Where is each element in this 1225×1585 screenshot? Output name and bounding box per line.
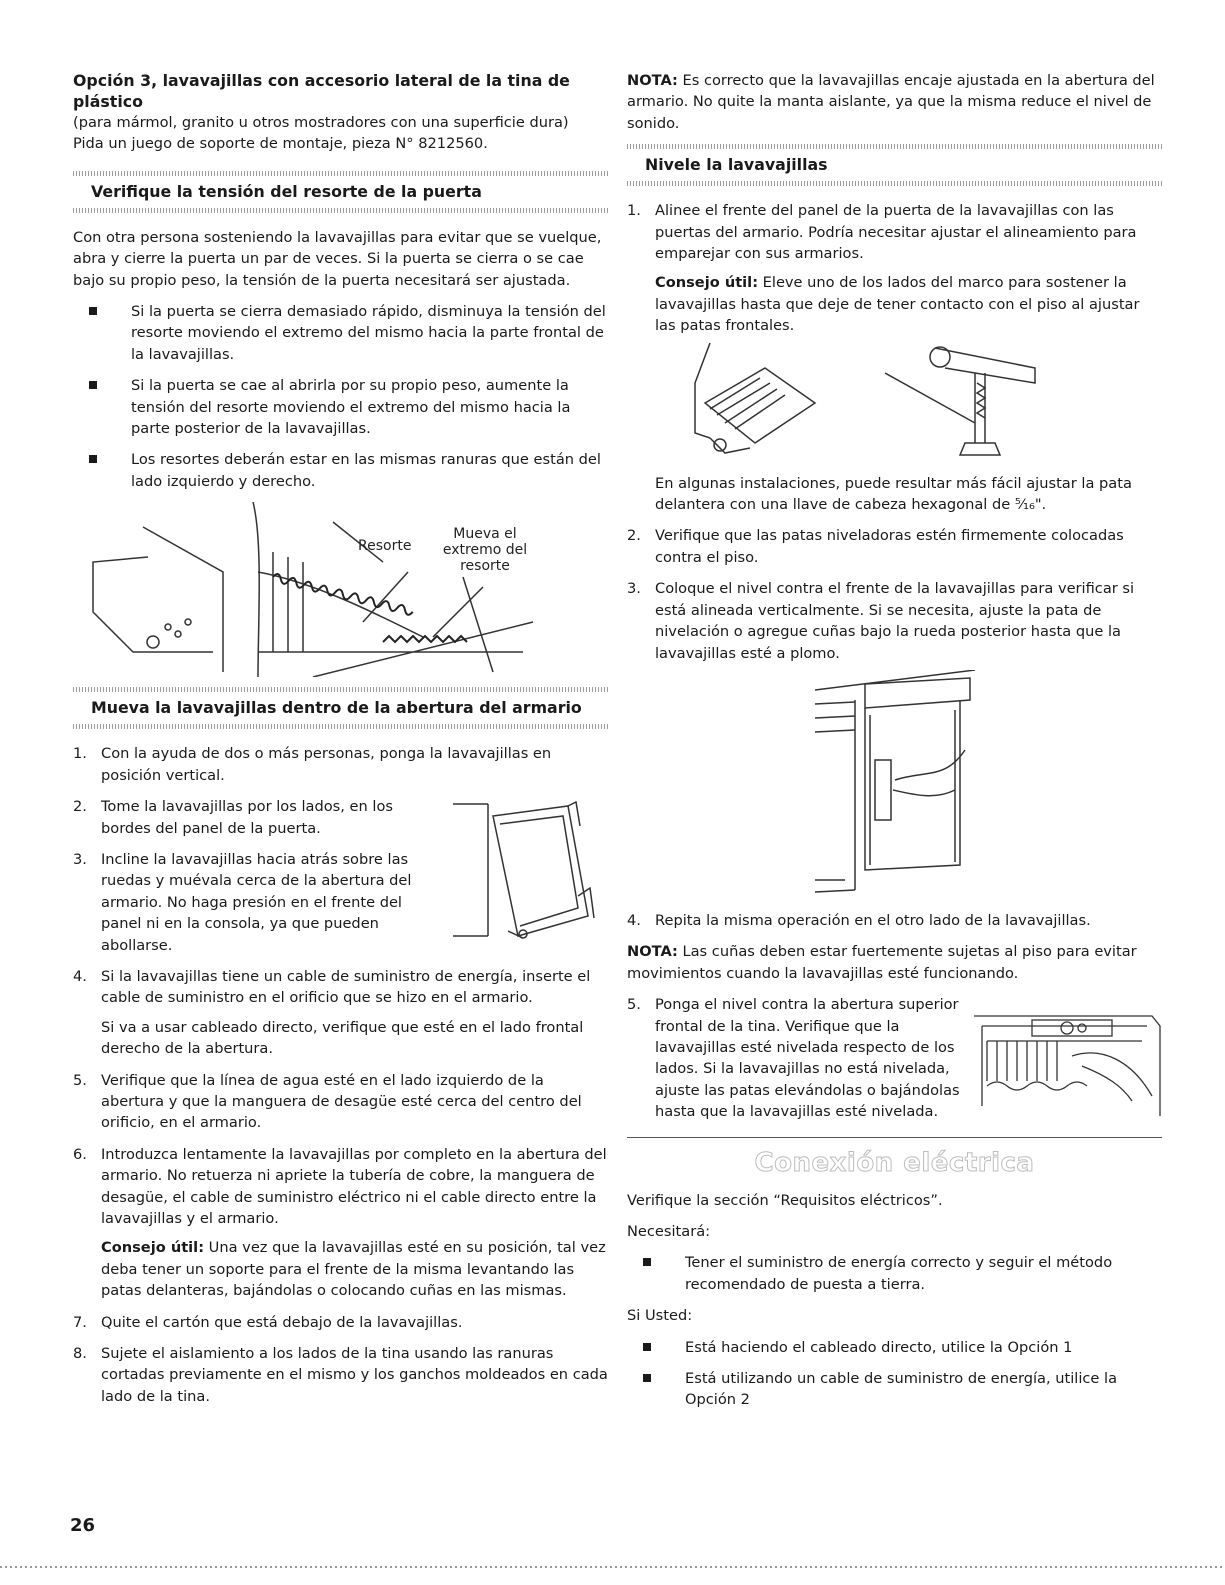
tip-text: Una vez que la lavavajillas esté en su posición, tal vez deba tener un soporte para el frente de la misma levantando las patas delanteras, bajándolas o colocando cuñas en las mismas. bbox=[101, 1239, 606, 1300]
level-section-header bbox=[627, 144, 1162, 186]
list-item: Está utilizando un cable de suministro de energía, utilice la Opción 2 bbox=[627, 1368, 1162, 1411]
list-item bbox=[73, 849, 608, 956]
note-label: NOTA: bbox=[627, 72, 678, 89]
list-item bbox=[627, 994, 1162, 1122]
step-text: Quite el cartón que está debajo de la lavavajillas. bbox=[101, 1313, 463, 1331]
electric-section-title: Conexión eléctrica bbox=[754, 1147, 1035, 1178]
tub-level-illustration bbox=[972, 1006, 1162, 1126]
list-item: Si la puerta se cierra demasiado rápido, disminuya la tensión del resorte moviendo el extremo del mismo hacia la parte frontal de la lavavajillas. bbox=[73, 301, 608, 365]
spring-illustration bbox=[73, 502, 573, 677]
fig-label-spring: Resorte bbox=[358, 538, 412, 555]
step-number: 3. bbox=[627, 580, 641, 598]
level-steps-cont bbox=[627, 994, 1162, 1122]
step-number: 2. bbox=[73, 798, 87, 816]
spring-bullets bbox=[73, 301, 608, 492]
bottom-border bbox=[0, 1566, 1225, 1568]
list-item bbox=[73, 796, 608, 839]
section-rule bbox=[627, 1137, 1162, 1138]
electric-check: Verifique la sección “Requisitos eléctricos”. bbox=[627, 1191, 943, 1209]
tip-label: Consejo útil: bbox=[101, 1239, 205, 1257]
step-text: Alinee el frente del panel de la puerta de la lavavajillas con las puertas del armario. Podría necesitar ajustar el alineamiento para emparejar con sus armarios. bbox=[655, 202, 1137, 263]
step-text: Ponga el nivel contra la abertura superior frontal de la tina. Verifique que la lavavajillas esté nivelada respecto de los lados. Si la lavavajillas no está nivelada, ajuste las patas elevándolas o bajándolas hasta que la lavavajillas esté nivelada. bbox=[655, 996, 960, 1121]
step-number: 8. bbox=[73, 1345, 87, 1363]
step-text: Repita la misma operación en el otro lado de la lavavajillas. bbox=[655, 911, 1091, 929]
hatch-divider bbox=[627, 181, 1162, 186]
list-item bbox=[73, 1312, 608, 1333]
tip-label: Consejo útil: bbox=[655, 274, 759, 292]
list-item: Está haciendo el cableado directo, utilice la Opción 1 bbox=[627, 1337, 1162, 1358]
list-item: Si la puerta se cae al abrirla por su propio peso, aumente la tensión del resorte moviendo el extremo del mismo hacia la parte posterior de la lavavajillas. bbox=[73, 375, 608, 439]
step-text: Sujete el aislamiento a los lados de la tina usando las ranuras cortadas previamente en el mismo y los ganchos moldeados en cada lado de la tina. bbox=[101, 1345, 608, 1405]
step-number: 4. bbox=[73, 967, 87, 985]
list-item bbox=[73, 1070, 608, 1134]
if-bullets bbox=[627, 1337, 1162, 1411]
step-text: Coloque el nivel contra el frente de la lavavajillas para verificar si está alineada verticalmente. Si se necesita, ajuste la pata de nivelación o agregue cuñas bajo la rueda posterior hasta que la lavavajillas esté a plomo. bbox=[655, 580, 1135, 662]
note-text: Es correcto que la lavavajillas encaje ajustada en la abertura del armario. No quite la manta aislante, ya que la misma reduce el nivel de sonido. bbox=[627, 72, 1155, 132]
option3-line1: (para mármol, granito u otros mostradores con una superficie dura) bbox=[73, 114, 569, 131]
option3-title: Opción 3, lavavajillas con accesorio lateral de la tina de plástico bbox=[73, 71, 570, 111]
tip-text: Eleve uno de los lados del marco para sostener la lavavajillas hasta que deje de tener contacto con el piso al ajustar las patas frontales. bbox=[655, 274, 1140, 335]
step-number: 1. bbox=[627, 202, 641, 220]
spring-intro: Con otra persona sosteniendo la lavavajillas para evitar que se vuelque, abra y cierre la puerta un par de veces. Si la puerta se cierra o se cae bajo su propio peso, la tensión de la puerta necesitará ser ajustada. bbox=[73, 228, 602, 289]
step-number: 4. bbox=[627, 911, 641, 929]
list-item bbox=[73, 966, 608, 1060]
note-label: NOTA: bbox=[627, 943, 678, 961]
electric-if: Si Usted: bbox=[627, 1307, 693, 1325]
step-text: Tome la lavavajillas por los lados, en los bordes del panel de la puerta. bbox=[101, 798, 393, 837]
option3-line2: Pida un juego de soporte de montaje, pieza N° 8212560. bbox=[73, 135, 488, 153]
list-item bbox=[73, 1343, 608, 1407]
left-column bbox=[73, 70, 608, 1417]
note-fit bbox=[627, 70, 1162, 134]
list-item bbox=[73, 1144, 608, 1302]
step-extra: Si va a usar cableado directo, verifique que esté en el lado frontal derecho de la abertura. bbox=[101, 1018, 584, 1058]
level-section-title: Nivele la lavavajillas bbox=[645, 155, 828, 175]
step-number: 3. bbox=[73, 850, 87, 868]
leveling-legs-illustration bbox=[655, 343, 1075, 463]
list-item bbox=[627, 200, 1162, 515]
step-tip bbox=[101, 1237, 608, 1301]
level-steps bbox=[627, 200, 1162, 931]
move-section-title: Mueva la lavavajillas dentro de la abertura del armario bbox=[91, 698, 582, 718]
hatch-divider bbox=[73, 724, 608, 729]
spring-section-title: Verifique la tensión del resorte de la puerta bbox=[91, 181, 482, 201]
list-item bbox=[627, 910, 1162, 931]
move-section-header bbox=[73, 687, 608, 729]
plumb-check-illustration bbox=[755, 670, 1055, 900]
step-text: Verifique que la línea de agua esté en el lado izquierdo de la abertura y que la manguera de desagüe esté cerca del centro del orificio, en el armario. bbox=[101, 1071, 582, 1132]
step-number: 5. bbox=[73, 1071, 87, 1089]
step-number: 7. bbox=[73, 1313, 87, 1331]
spring-section-header bbox=[73, 171, 608, 213]
step-text-after: En algunas instalaciones, puede resultar más fácil ajustar la pata delantera con una llave de cabeza hexagonal de ⁵⁄₁₆". bbox=[655, 474, 1132, 514]
note-shims bbox=[627, 941, 1162, 984]
hatch-divider bbox=[73, 208, 608, 213]
list-item bbox=[73, 743, 608, 786]
list-item bbox=[627, 578, 1162, 900]
electric-need: Necesitará: bbox=[627, 1222, 711, 1240]
note-text: Las cuñas deben estar fuertemente sujetas al piso para evitar movimientos cuando la lavavajillas esté funcionando. bbox=[627, 943, 1137, 982]
list-item: Los resortes deberán estar en las mismas ranuras que están del lado izquierdo y derecho. bbox=[73, 449, 608, 492]
step-number: 1. bbox=[73, 745, 87, 763]
step-text: Con la ayuda de dos o más personas, ponga la lavavajillas en posición vertical. bbox=[101, 745, 552, 784]
right-column bbox=[627, 70, 1162, 1421]
step-number: 2. bbox=[627, 527, 641, 545]
step-text: Incline la lavavajillas hacia atrás sobre las ruedas y muévala cerca de la abertura del armario. No haga presión en el frente del panel ni en la consola, ya que pueden abollarse. bbox=[101, 850, 412, 954]
list-item: Tener el suministro de energía correcto y seguir el método recomendado de puesta a tierra. bbox=[627, 1252, 1162, 1295]
move-steps bbox=[73, 743, 608, 1407]
need-bullets bbox=[627, 1252, 1162, 1295]
list-item bbox=[627, 525, 1162, 568]
fig-label-move-2: extremo del bbox=[442, 542, 528, 559]
step-tip bbox=[655, 272, 1162, 336]
step-text: Si la lavavajillas tiene un cable de suministro de energía, inserte el cable de suministro en el orificio que se hizo en el armario. bbox=[101, 967, 591, 1007]
page-number: 26 bbox=[70, 1515, 96, 1536]
step-number: 6. bbox=[73, 1145, 87, 1163]
step-text: Verifique que las patas niveladoras estén firmemente colocadas contra el piso. bbox=[655, 527, 1124, 566]
fig-label-move-1: Mueva el bbox=[453, 526, 517, 543]
step-number: 5. bbox=[627, 996, 641, 1014]
step-text: Introduzca lentamente la lavavajillas por completo en la abertura del armario. No retuerza ni apriete la tubería de cobre, la manguera de desagüe, el cable de suministro eléctrico ni el cable directo entre la lavavajillas y el armario. bbox=[101, 1145, 607, 1227]
fig-label-move-3: resorte bbox=[460, 558, 510, 575]
